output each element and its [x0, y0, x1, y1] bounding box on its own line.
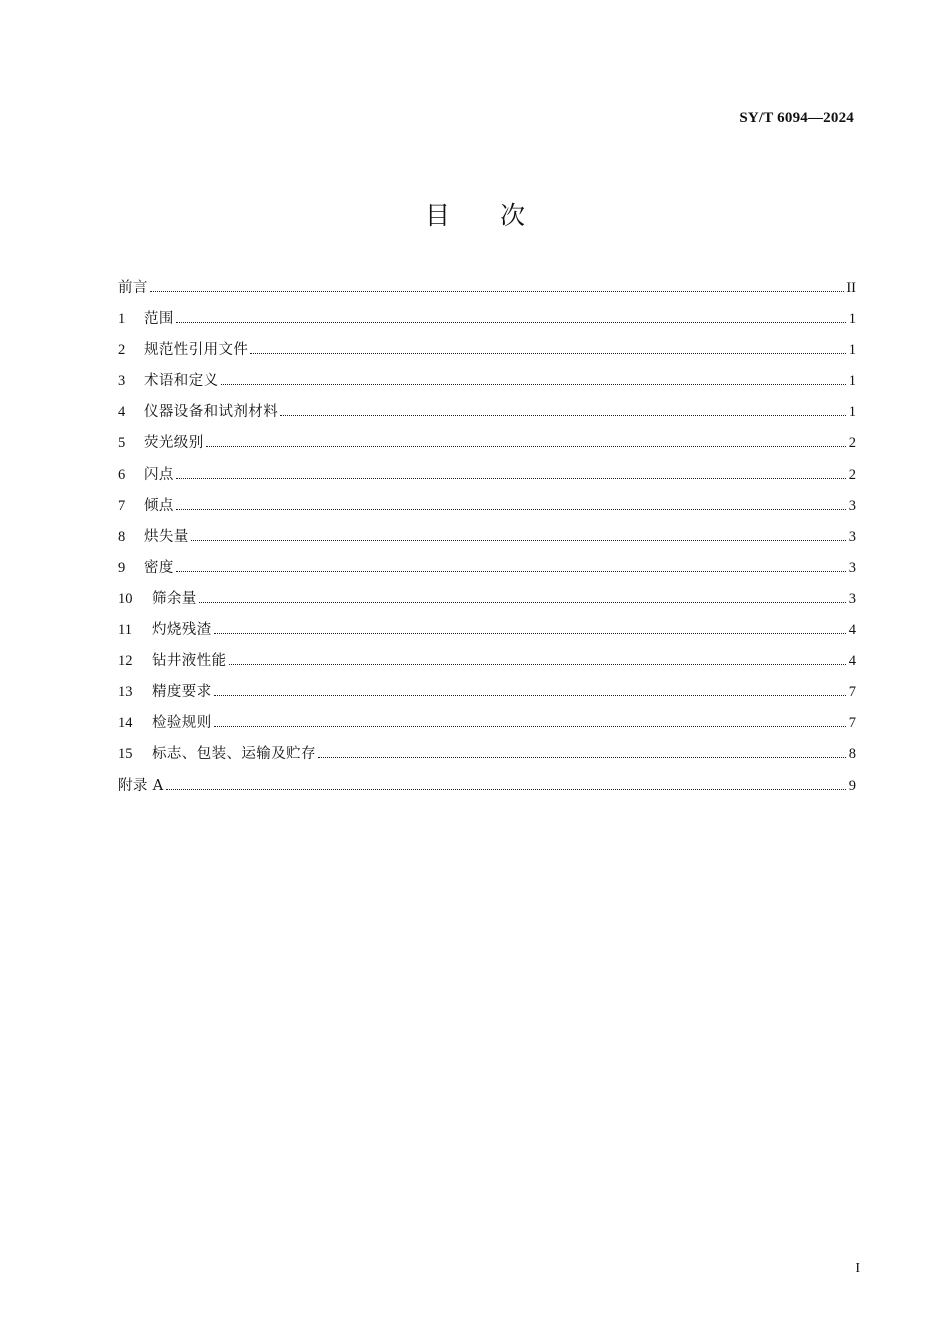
toc-entry-label: 钻井液性能 [152, 653, 227, 670]
dot-leader [318, 746, 846, 758]
toc-entry-page: 1 [848, 404, 856, 421]
toc-entry-label: 规范性引用文件 [144, 342, 249, 359]
dot-leader [191, 529, 846, 541]
toc-entry-15[interactable] [118, 742, 856, 773]
toc-entry-number: 14 [118, 715, 133, 732]
dot-leader [176, 498, 846, 510]
page-number: I [855, 1261, 860, 1276]
toc-entry-number: 7 [118, 497, 126, 514]
dot-leader [214, 684, 846, 696]
toc-entry-label: 密度 [144, 559, 174, 576]
toc-entry-14[interactable] [118, 711, 856, 742]
toc-entry-label: 倾点 [144, 497, 174, 514]
toc-entry-page: 8 [848, 746, 856, 763]
toc-entry-6[interactable] [118, 463, 856, 494]
toc-entry-3[interactable] [118, 369, 856, 400]
toc-entry-page: 2 [848, 435, 856, 452]
toc-entry-label: 精度要求 [152, 684, 212, 701]
toc-entry-label: 前言 [118, 280, 148, 296]
toc-entry-number: 4 [118, 404, 126, 421]
toc-entry-page: 1 [848, 342, 856, 359]
toc-entry-number: 2 [118, 342, 126, 359]
toc-entry-number: 13 [118, 684, 133, 701]
toc-entry-page: 1 [848, 373, 856, 390]
toc-entry-number: 8 [118, 528, 126, 545]
toc-entry-8[interactable] [118, 525, 856, 556]
toc-entry-1[interactable] [118, 307, 856, 338]
toc-entry-number: 11 [118, 622, 132, 639]
toc-entry-appendix-a[interactable] [118, 774, 856, 805]
page-title [0, 196, 950, 232]
dot-leader [250, 342, 846, 354]
toc-entry-label: 检验规则 [152, 715, 212, 732]
toc-entry-2[interactable] [118, 338, 856, 369]
toc-entry-label: 术语和定义 [144, 373, 219, 390]
dot-leader [176, 467, 846, 479]
toc-entry-label: 烘失量 [144, 528, 189, 545]
dot-leader [166, 778, 846, 790]
toc-entry-label: 范围 [144, 311, 174, 328]
toc-entry-page: 3 [848, 528, 856, 545]
toc-entry-5[interactable] [118, 431, 856, 462]
toc-entry-page: 7 [848, 715, 856, 732]
toc-entry-label: 灼烧残渣 [152, 622, 212, 639]
toc-entry-page: 3 [848, 590, 856, 607]
table-of-contents [118, 276, 856, 805]
toc-entry-10[interactable] [118, 587, 856, 618]
toc-entry-page: 3 [848, 559, 856, 576]
toc-entry-7[interactable] [118, 494, 856, 525]
dot-leader [280, 404, 846, 416]
toc-entry-label: 附录 A [118, 777, 164, 794]
dot-leader [199, 591, 846, 603]
toc-entry-preface[interactable] [118, 276, 856, 307]
toc-entry-label: 荧光级别 [144, 435, 204, 452]
dot-leader [150, 280, 845, 292]
dot-leader [176, 311, 846, 323]
dot-leader [176, 560, 846, 572]
toc-entry-page: 3 [848, 497, 856, 514]
toc-entry-9[interactable] [118, 556, 856, 587]
dot-leader [214, 715, 846, 727]
toc-entry-12[interactable] [118, 649, 856, 680]
toc-entry-page: 2 [848, 466, 856, 483]
dot-leader [221, 373, 847, 385]
toc-entry-number: 12 [118, 653, 133, 670]
dot-leader [206, 435, 846, 447]
toc-entry-13[interactable] [118, 680, 856, 711]
toc-entry-number: 3 [118, 373, 126, 390]
toc-entry-page: 4 [848, 653, 856, 670]
toc-entry-number: 10 [118, 590, 133, 607]
toc-entry-page: 7 [848, 684, 856, 701]
toc-entry-label: 筛余量 [152, 590, 197, 607]
toc-entry-page: 9 [848, 777, 856, 794]
toc-entry-number: 9 [118, 559, 126, 576]
page-title-part-1: 目 [424, 201, 450, 230]
toc-entry-4[interactable] [118, 400, 856, 431]
standard-code: SY/T 6094—2024 [739, 110, 854, 126]
toc-entry-label: 仪器设备和试剂材料 [144, 404, 279, 421]
toc-entry-page: 1 [848, 311, 856, 328]
toc-entry-number: 1 [118, 311, 126, 328]
dot-leader [214, 622, 846, 634]
toc-entry-number: 6 [118, 466, 126, 483]
dot-leader [229, 653, 847, 665]
toc-entry-number: 15 [118, 746, 133, 763]
toc-entry-page: 4 [848, 622, 856, 639]
toc-entry-page: II [846, 280, 856, 296]
toc-entry-label: 标志、包装、运输及贮存 [152, 746, 316, 763]
page-title-part-2: 次 [500, 201, 526, 230]
toc-entry-label: 闪点 [144, 466, 174, 483]
toc-entry-11[interactable] [118, 618, 856, 649]
toc-entry-number: 5 [118, 435, 126, 452]
